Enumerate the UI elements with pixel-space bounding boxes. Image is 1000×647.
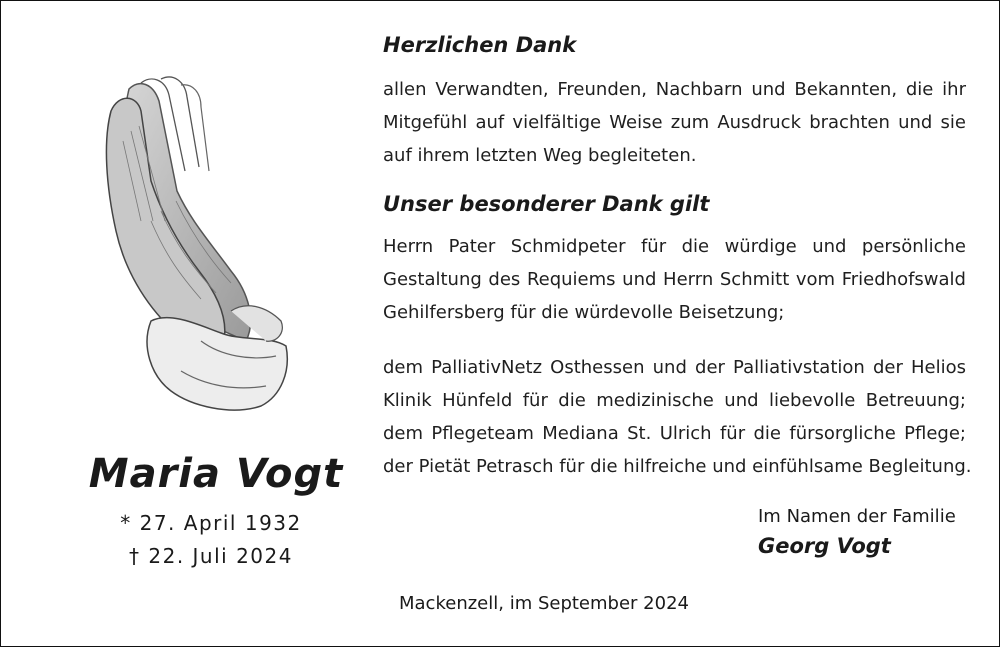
special-thanks-line: Gestaltung des Requiems und Herrn Schmitt vom Friedhofswald [383,269,966,290]
praying-hands-icon [81,71,291,416]
special-thanks-line: Gehilfersberg für die würdevolle Beisetzung; [383,302,785,323]
death-date: † 22. Juli 2024 [129,544,293,568]
thanks-line: Mitgefühl auf vielfältige Weise zum Ausdruck brachten und sie [383,112,966,133]
special-thanks-line: dem Pflegeteam Mediana St. Ulrich für die fürsorgliche Pflege; [383,423,966,444]
thanks-line: auf ihrem letzten Weg begleiteten. [383,145,697,166]
special-thanks-line: dem PalliativNetz Osthessen und der Palliativstation der Helios [383,357,966,378]
place-and-date: Mackenzell, im September 2024 [399,593,689,614]
thanks-line: allen Verwandten, Freunden, Nachbarn und Bekannten, die ihr [383,79,966,100]
special-thanks-paragraph-1 [383,230,966,329]
special-thanks-heading: Unser besonderer Dank gilt [383,192,710,216]
thanks-paragraph [383,73,966,172]
deceased-name: Maria Vogt [88,451,344,497]
special-thanks-line: Herrn Pater Schmidpeter für die würdige und persönliche [383,236,966,257]
special-thanks-paragraph-2 [383,351,972,483]
special-thanks-line: Klinik Hünfeld für die medizinische und liebevolle Betreuung; [383,390,966,411]
signoff-prefix: Im Namen der Familie [758,506,956,527]
birth-date: * 27. April 1932 [120,511,302,535]
thanks-heading: Herzlichen Dank [383,33,577,57]
special-thanks-line: der Pietät Petrasch für die hilfreiche und einfühlsame Begleitung. [383,456,972,477]
signer-name: Georg Vogt [758,534,891,558]
